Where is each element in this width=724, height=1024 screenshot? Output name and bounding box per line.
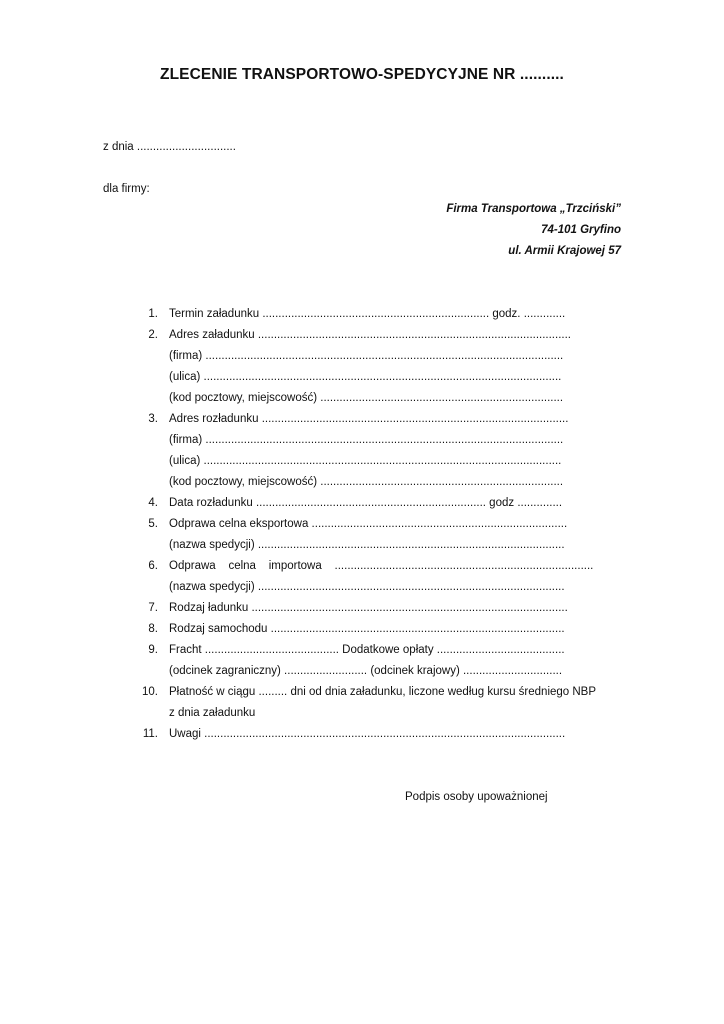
item-number: 3. [148, 413, 158, 425]
item-text: Termin załadunku ....................................................................... godz. ............. [169, 308, 566, 320]
list-item [140, 413, 624, 434]
item-number: 2. [148, 329, 158, 341]
list-item [140, 665, 624, 686]
item-number: 9. [148, 644, 158, 656]
item-number: 11. [142, 728, 158, 740]
item-text: Rodzaj samochodu ............................................................................................ [169, 623, 565, 635]
client-label: dla firmy: [103, 183, 150, 195]
item-number: 4. [148, 497, 158, 509]
list-item [140, 371, 624, 392]
item-text: (firma) ................................................................................................................ [169, 350, 564, 362]
item-text: (nazwa spedycji) ................................................................................................ [169, 539, 565, 551]
list-item [140, 686, 624, 707]
list-item [140, 623, 624, 644]
list-item [140, 728, 624, 749]
item-number: 8. [148, 623, 158, 635]
date-line: z dnia ............................... [103, 141, 236, 153]
firm-city: 74-101 Gryfino [541, 224, 621, 236]
list-item [140, 392, 624, 413]
firm-name: Firma Transportowa „Trzciński” [446, 203, 621, 215]
item-text: z dnia załadunku [169, 707, 256, 719]
list-item [140, 518, 624, 539]
item-number: 1. [148, 308, 158, 320]
item-text: (kod pocztowy, miejscowość) ............................................................................ [169, 476, 564, 488]
list-item [140, 455, 624, 476]
list-item [140, 602, 624, 623]
item-number: 10. [142, 686, 158, 698]
item-text: Adres załadunku .................................................................................................. [169, 329, 571, 341]
item-text: (ulica) ................................................................................................................ [169, 455, 562, 467]
item-text: (nazwa spedycji) ................................................................................................ [169, 581, 565, 593]
item-text: (ulica) ................................................................................................................ [169, 371, 562, 383]
item-number: 7. [148, 602, 158, 614]
list-item [140, 560, 624, 581]
item-text: Płatność w ciągu ......... dni od dnia załadunku, liczone według kursu średniego NBP [169, 686, 597, 698]
list-item [140, 497, 624, 518]
item-text: Odprawa celna importowa ................................................................................. [169, 560, 594, 572]
list-item [140, 644, 624, 665]
item-text: (firma) ................................................................................................................ [169, 434, 564, 446]
item-number: 5. [148, 518, 158, 530]
list-item [140, 329, 624, 350]
item-text: Data rozładunku ........................................................................ godz .............. [169, 497, 563, 509]
list-item [140, 707, 624, 728]
list-item [140, 350, 624, 371]
list-item [140, 308, 624, 329]
signature-label: Podpis osoby upoważnionej [405, 791, 548, 803]
list-item [140, 434, 624, 455]
list-item [140, 476, 624, 497]
item-text: (kod pocztowy, miejscowość) ............................................................................ [169, 392, 564, 404]
list-item [140, 581, 624, 602]
item-text: Uwagi ................................................................................................................. [169, 728, 566, 740]
item-number: 6. [148, 560, 158, 572]
document-title: ZLECENIE TRANSPORTOWO-SPEDYCYJNE NR .......... [160, 66, 564, 83]
item-text: Odprawa celna eksportowa ................................................................................ [169, 518, 568, 530]
order-items-list [140, 308, 624, 749]
item-text: Adres rozładunku ................................................................................................ [169, 413, 569, 425]
item-text: Fracht .......................................... Dodatkowe opłaty ........................................ [169, 644, 565, 656]
item-text: Rodzaj ładunku ................................................................................................... [169, 602, 568, 614]
item-text: (odcinek zagraniczny) .......................... (odcinek krajowy) ............................... [169, 665, 563, 677]
firm-street: ul. Armii Krajowej 57 [508, 245, 621, 257]
list-item [140, 539, 624, 560]
